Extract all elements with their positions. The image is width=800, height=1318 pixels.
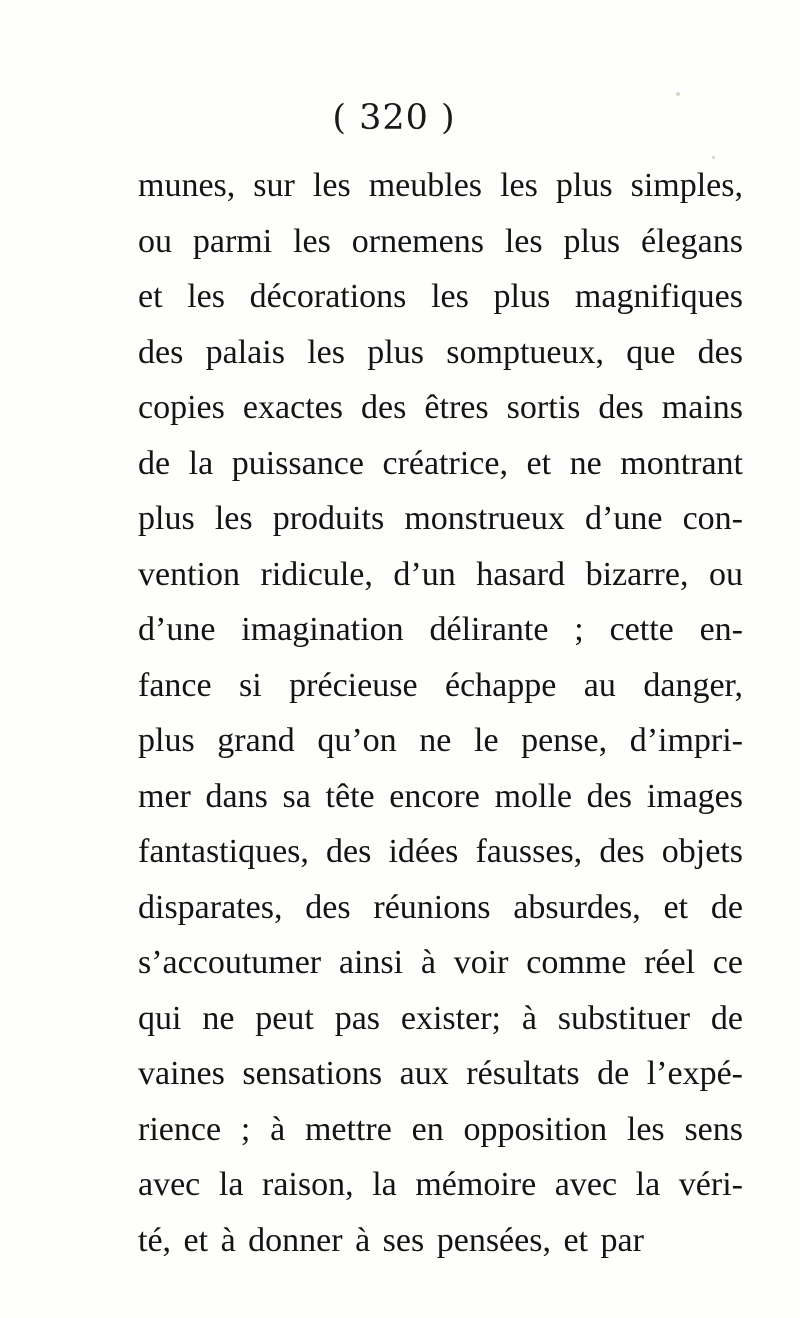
text-line: plus grand qu’on ne le pense, d’impri-: [138, 722, 743, 759]
text-line: d’une imagination délirante ; cette en-: [138, 611, 743, 648]
text-line: vention ridicule, d’un hasard bizarre, ou: [138, 555, 743, 593]
paper-speck: [676, 92, 680, 96]
text-line: plus les produits monstrueux d’une con-: [138, 500, 743, 537]
text-line: disparates, des réunions absurdes, et de: [138, 888, 743, 926]
text-line: et les décorations les plus magnifiques: [138, 278, 743, 315]
text-line: rience ; à mettre en opposition les sens: [138, 1110, 743, 1148]
text-line: munes, sur les meubles les plus simples,: [138, 167, 743, 204]
text-line: copies exactes des êtres sortis des mains: [138, 389, 743, 426]
text-line: avec la raison, la mémoire avec la véri-: [138, 1166, 743, 1203]
text-line: mer dans sa tête encore molle des images: [138, 777, 743, 815]
page-number: ( 320 ): [332, 98, 456, 138]
text-line: fantastiques, des idées fausses, des objets: [138, 833, 743, 870]
text-line: de la puissance créatrice, et ne montrant: [138, 444, 743, 482]
text-line: qui ne peut pas exister; à substituer de: [138, 999, 743, 1037]
text-line: s’accoutumer ainsi à voir comme réel ce: [138, 944, 743, 981]
text-line: des palais les plus somptueux, que des: [138, 333, 743, 371]
text-line: vaines sensations aux résultats de l’expé-: [138, 1055, 743, 1092]
text-line: ou parmi les ornemens les plus élegans: [138, 222, 743, 260]
text-line: té, et à donner à ses pensées, et par: [138, 1221, 644, 1259]
body-text: [138, 158, 743, 1268]
paper-speck: [712, 156, 715, 159]
text-line: fance si précieuse échappe au danger,: [138, 666, 743, 704]
